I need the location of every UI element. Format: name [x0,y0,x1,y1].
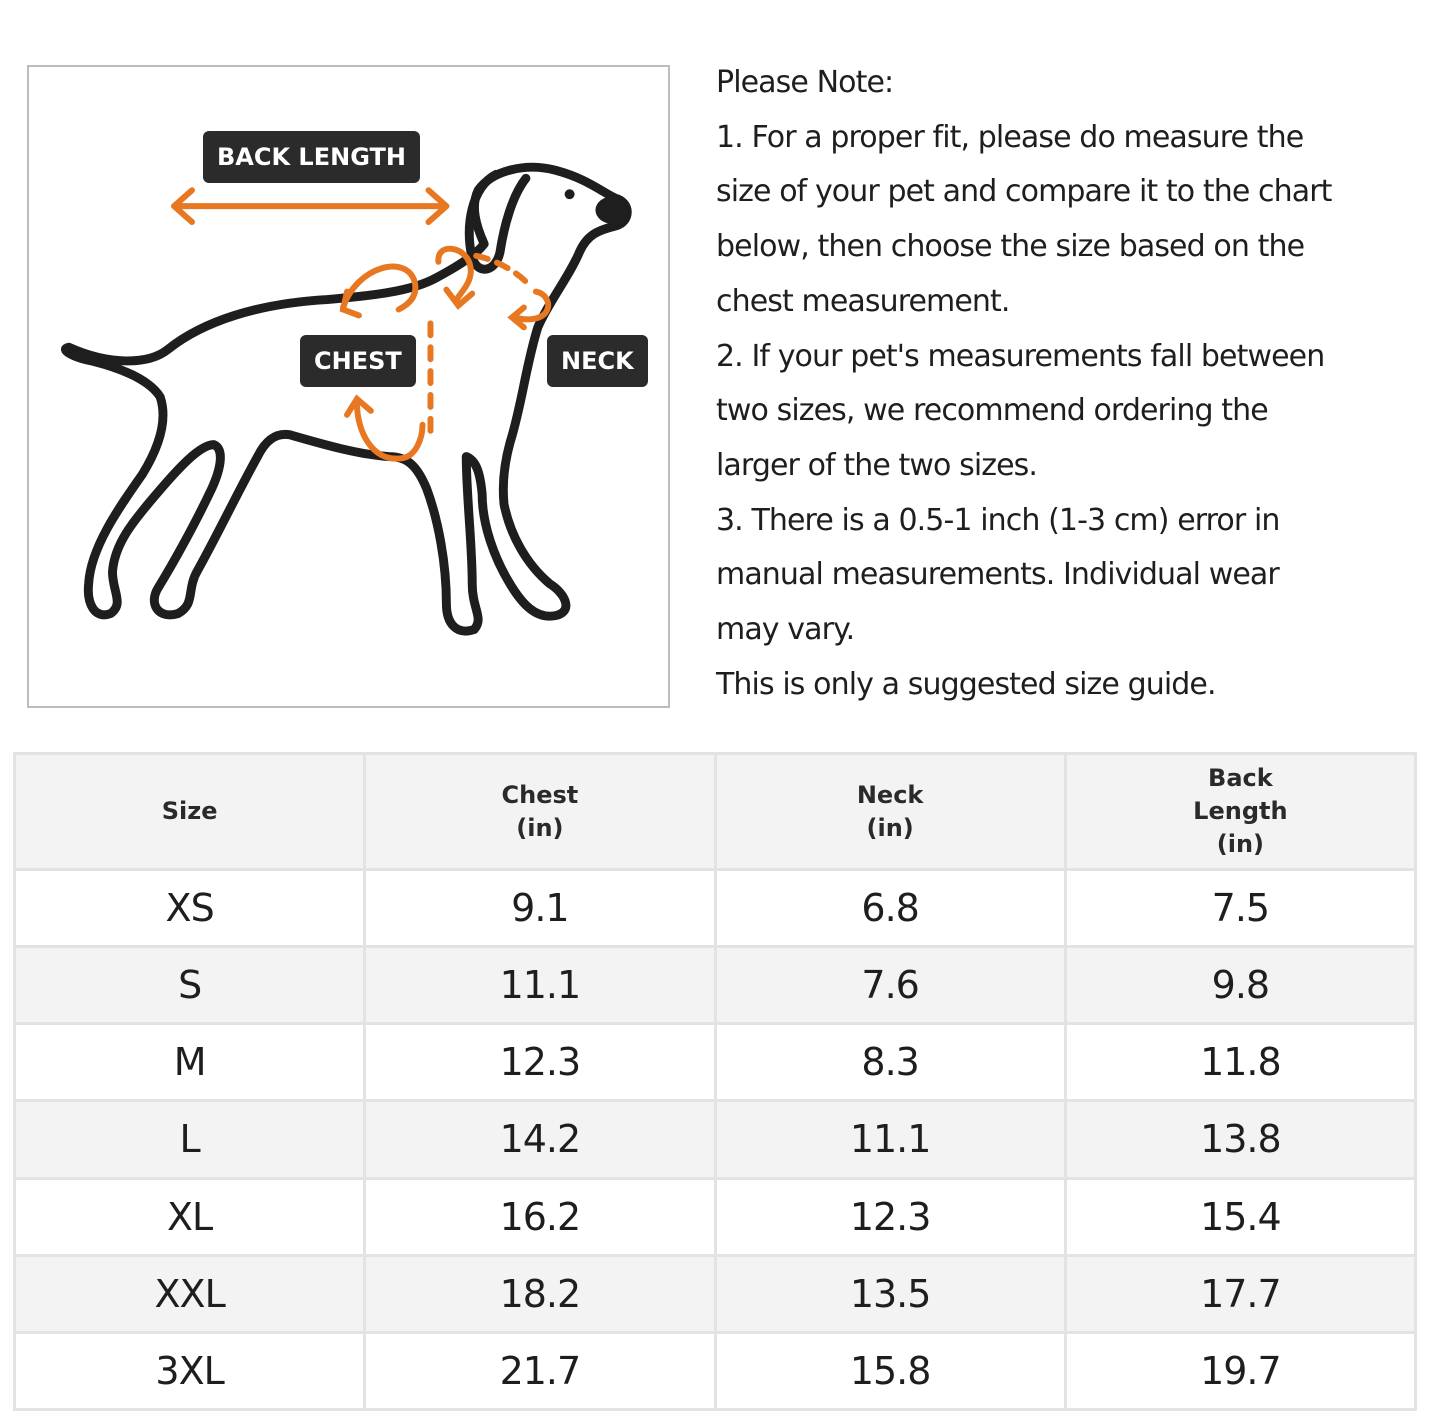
header-line: Chest [501,780,579,809]
dog-eye [565,189,575,199]
table-row [15,947,1416,1024]
cell-chest: 11.1 [365,947,715,1024]
cell-size: XL [15,1178,365,1255]
note-line: This is only a suggested size guide. [716,666,1216,702]
header-size [15,754,365,870]
cell-chest: 18.2 [365,1255,715,1332]
cell-back-length: 13.8 [1065,1101,1415,1178]
header-neck [715,754,1065,870]
cell-chest: 14.2 [365,1101,715,1178]
note-line: Please Note: [716,65,894,100]
dog-outline [65,167,627,631]
header-line: (in) [1216,830,1264,858]
note-line: chest measurement. [716,283,1010,319]
measurement-diagram [27,65,670,708]
cell-back-length: 19.7 [1065,1332,1415,1409]
cell-back-length: 11.8 [1065,1024,1415,1101]
cell-neck: 8.3 [715,1024,1065,1101]
table-row [15,1255,1416,1332]
table-row [15,1101,1416,1178]
header-line: (in) [866,813,914,842]
cell-chest: 9.1 [365,870,715,947]
note-line: 3. There is a 0.5-1 inch (1-3 cm) error in [716,502,1280,538]
cell-size: XS [15,870,365,947]
note-line: two sizes, we recommend ordering the [716,393,1268,429]
cell-neck: 7.6 [715,947,1065,1024]
cell-size: XXL [15,1255,365,1332]
cell-neck: 6.8 [715,870,1065,947]
cell-neck: 12.3 [715,1178,1065,1255]
cell-back-length: 9.8 [1065,947,1415,1024]
header-line: Size [161,797,218,825]
note-line: manual measurements. Individual wear [716,557,1279,593]
header-line: (in) [516,813,564,842]
note-line: may vary. [716,612,855,648]
header-chest [365,754,715,870]
note-line: larger of the two sizes. [716,447,1038,483]
neck-tag: NECK [547,335,648,387]
header-line: Length [1193,797,1288,825]
cell-size: M [15,1024,365,1101]
cell-chest: 21.7 [365,1332,715,1409]
cell-size: L [15,1101,365,1178]
cell-chest: 16.2 [365,1178,715,1255]
note-line: 2. If your pet's measurements fall between [716,338,1325,374]
table-row [15,1024,1416,1101]
cell-size: 3XL [15,1332,365,1409]
cell-back-length: 7.5 [1065,870,1415,947]
size-chart-table [13,752,1417,1411]
cell-neck: 15.8 [715,1332,1065,1409]
header-line: Neck [856,780,924,809]
note-line: 1. For a proper fit, please do measure the [716,119,1304,155]
cell-back-length: 17.7 [1065,1255,1415,1332]
table-row [15,1178,1416,1255]
notes-block [716,56,1426,712]
cell-neck: 11.1 [715,1101,1065,1178]
table-row [15,1332,1416,1409]
note-line: below, then choose the size based on the [716,229,1305,265]
header-back-length [1065,754,1415,870]
back-length-arrow [174,190,446,222]
back-length-tag: BACK LENGTH [203,131,420,183]
table-row [15,870,1416,947]
cell-neck: 13.5 [715,1255,1065,1332]
chest-tag: CHEST [300,335,416,387]
table-header-row [15,754,1416,870]
dog-nose [595,196,631,224]
cell-size: S [15,947,365,1024]
cell-chest: 12.3 [365,1024,715,1101]
header-line: Back [1208,764,1273,792]
note-line: size of your pet and compare it to the chart [716,174,1332,210]
cell-back-length: 15.4 [1065,1178,1415,1255]
